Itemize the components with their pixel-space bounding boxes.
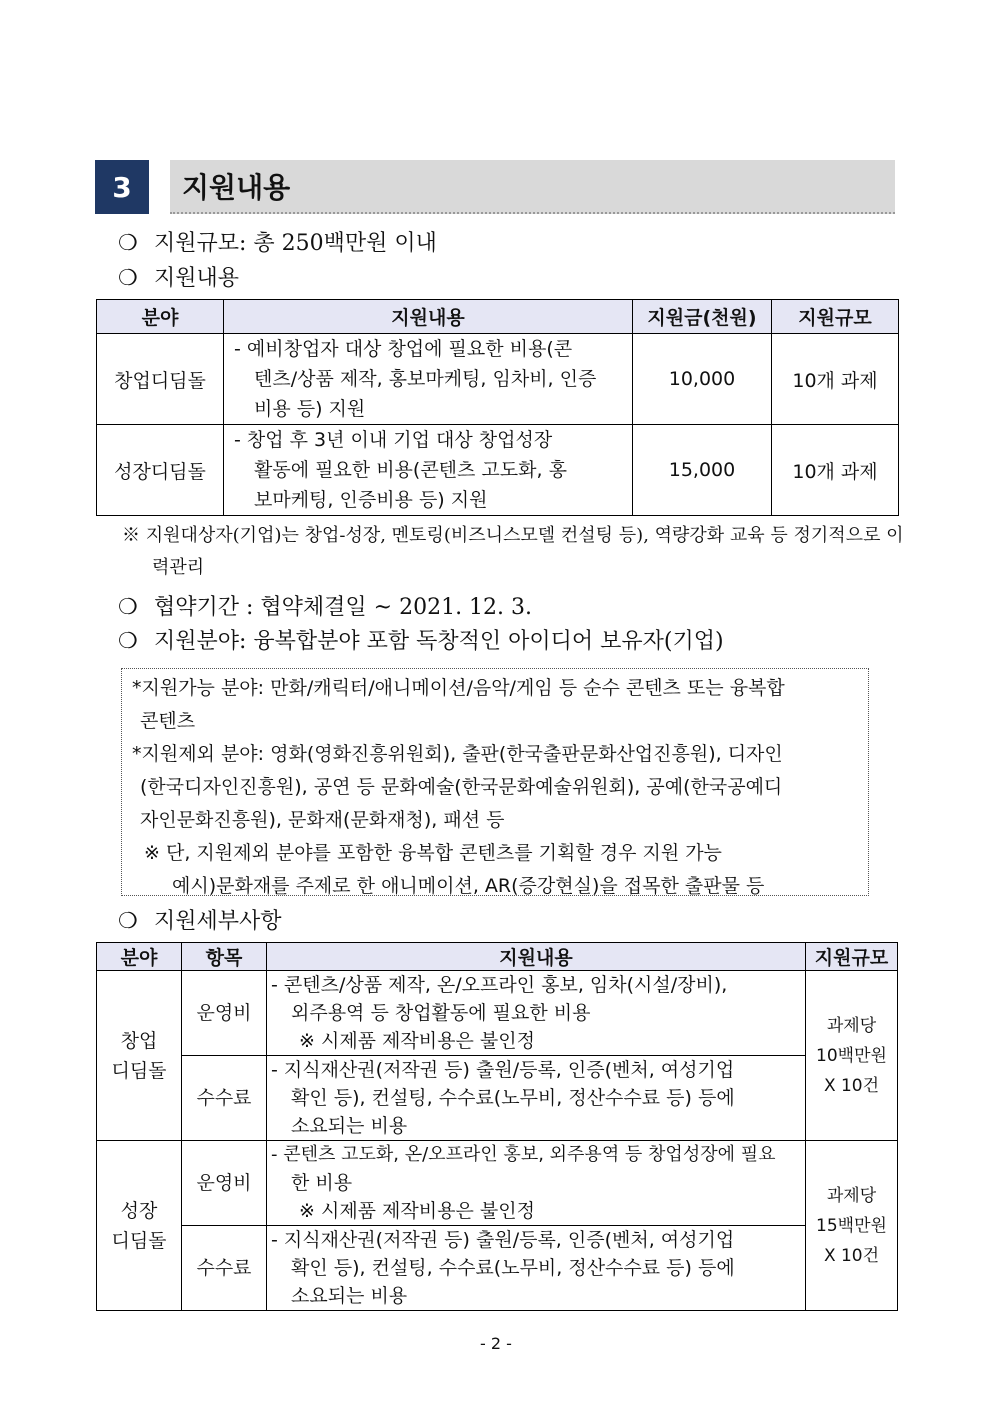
box-line: *지원제외 분야: 영화(영화진흥위원회), 출판(한국출판문화산업진흥원), 디자인 <box>132 743 783 765</box>
table-row <box>97 1141 898 1226</box>
table-row <box>97 1056 898 1141</box>
item-content <box>267 1141 806 1226</box>
item-content <box>267 1056 806 1141</box>
field-line: 창업 <box>120 1029 158 1052</box>
scale-line: 15백만원 <box>816 1215 887 1236</box>
header-content: 지원내용 <box>267 943 806 971</box>
row-amount: 10,000 <box>633 334 772 425</box>
bullet-detail <box>118 904 282 935</box>
content-line: 비용 등) 지원 <box>254 398 366 420</box>
table-row <box>97 971 898 1056</box>
note-line: ※ 지원대상자(기업)는 창업-성장, 멘토링(비즈니스모델 컨설팅 등), 역량강화 교육 등 정기적으로 이 <box>122 525 904 546</box>
note-line: 력관리 <box>152 557 205 578</box>
header-amount: 지원금(천원) <box>633 300 772 334</box>
header-field: 분야 <box>97 943 182 971</box>
section-number: 3 <box>95 160 149 214</box>
bullet-scale-text: 지원규모: 총 250백만원 이내 <box>154 231 437 256</box>
content-line: 소요되는 비용 <box>291 1115 408 1137</box>
content-line: - 예비창업자 대상 창업에 필요한 비용(콘 <box>234 338 573 360</box>
row-content <box>224 425 633 516</box>
field-info-box <box>121 668 869 896</box>
item-content <box>267 971 806 1056</box>
content-line: - 콘텐츠/상품 제작, 온/오프라인 홍보, 임차(시설/장비), <box>271 974 728 996</box>
content-line: 활동에 필요한 비용(콘텐츠 고도화, 홍 <box>254 459 567 481</box>
item-content <box>267 1226 806 1311</box>
table-row <box>97 334 899 425</box>
detail-table <box>96 942 898 1311</box>
row-field: 성장디딤돌 <box>97 425 224 516</box>
bullet-content <box>118 261 239 292</box>
bullet-period <box>118 590 532 621</box>
row-field: 창업디딤돌 <box>97 334 224 425</box>
field-line: 디딤돌 <box>111 1059 167 1082</box>
bullet-detail-text: 지원세부사항 <box>154 909 282 934</box>
bullet-marker: ❍ <box>118 909 138 934</box>
field-line: 디딤돌 <box>111 1229 167 1252</box>
header-item: 항목 <box>182 943 267 971</box>
bullet-marker: ❍ <box>118 231 138 256</box>
group-field <box>97 971 182 1141</box>
content-line: 텐츠/상품 제작, 홍보마케팅, 임차비, 인증 <box>254 368 597 390</box>
content-line: - 지식재산권(저작권 등) 출원/등록, 인증(벤처, 여성기업 <box>271 1059 735 1081</box>
bullet-marker: ❍ <box>118 266 138 291</box>
content-line: - 콘텐츠 고도화, 온/오프라인 홍보, 외주용역 등 창업성장에 필요 <box>271 1144 776 1165</box>
group-field <box>97 1141 182 1311</box>
bullet-marker: ❍ <box>118 629 138 654</box>
scale-line: 과제당 <box>826 1185 877 1206</box>
content-line: ※ 시제품 제작비용은 불인정 <box>299 1030 535 1052</box>
bullet-marker: ❍ <box>118 595 138 620</box>
bullet-content-text: 지원내용 <box>154 266 240 291</box>
scale-line: 과제당 <box>826 1015 877 1036</box>
bullet-period-text: 협약기간 : 협약체결일 ~ 2021. 12. 3. <box>154 595 533 620</box>
scale-line: X 10건 <box>823 1245 880 1266</box>
bullet-field-text: 지원분야: 융복합분야 포함 독창적인 아이디어 보유자(기업) <box>154 629 724 654</box>
row-scale: 10개 과제 <box>772 334 899 425</box>
table-row <box>97 425 899 516</box>
support-table <box>96 299 899 516</box>
box-line: *지원가능 분야: 만화/캐릭터/애니메이션/음악/게임 등 순수 콘텐츠 또는 융복합 <box>132 677 785 699</box>
content-line: ※ 시제품 제작비용은 불인정 <box>299 1200 535 1222</box>
content-line: 소요되는 비용 <box>291 1285 408 1307</box>
content-line: 확인 등), 컨설팅, 수수료(노무비, 정산수수료 등) 등에 <box>291 1087 735 1109</box>
row-amount: 15,000 <box>633 425 772 516</box>
scale-line: X 10건 <box>823 1075 880 1096</box>
content-line: - 창업 후 3년 이내 기업 대상 창업성장 <box>234 429 553 451</box>
item-label: 운영비 <box>182 971 267 1056</box>
header-field: 분야 <box>97 300 224 334</box>
content-line: 한 비용 <box>291 1172 353 1194</box>
section-title: 지원내용 <box>170 160 895 214</box>
group-scale <box>806 1141 898 1311</box>
box-line: 예시)문화재를 주제로 한 애니메이션, AR(증강현실)을 접목한 출판물 등 <box>172 875 765 897</box>
field-line: 성장 <box>120 1199 158 1222</box>
box-line: 콘텐츠 <box>140 710 196 732</box>
content-line: 보마케팅, 인증비용 등) 지원 <box>254 489 488 511</box>
page-number: - 2 - <box>480 1334 512 1353</box>
item-label: 수수료 <box>182 1226 267 1311</box>
header-scale: 지원규모 <box>772 300 899 334</box>
content-line: 확인 등), 컨설팅, 수수료(노무비, 정산수수료 등) 등에 <box>291 1257 735 1279</box>
header-scale: 지원규모 <box>806 943 898 971</box>
box-line: 자인문화진흥원), 문화재(문화재청), 패션 등 <box>140 809 505 831</box>
header-content: 지원내용 <box>224 300 633 334</box>
scale-line: 10백만원 <box>816 1045 887 1066</box>
row-content <box>224 334 633 425</box>
table-row <box>97 1226 898 1311</box>
note <box>122 520 904 584</box>
content-line: - 지식재산권(저작권 등) 출원/등록, 인증(벤처, 여성기업 <box>271 1229 735 1251</box>
bullet-scale <box>118 226 437 257</box>
item-label: 수수료 <box>182 1056 267 1141</box>
item-label: 운영비 <box>182 1141 267 1226</box>
bullet-field <box>118 624 724 655</box>
group-scale <box>806 971 898 1141</box>
content-line: 외주용역 등 창업활동에 필요한 비용 <box>291 1002 591 1024</box>
box-line: ※ 단, 지원제외 분야를 포함한 융복합 콘텐츠를 기획할 경우 지원 가능 <box>144 842 722 864</box>
row-scale: 10개 과제 <box>772 425 899 516</box>
box-line: (한국디자인진흥원), 공연 등 문화예술(한국문화예술위원회), 공예(한국공예디 <box>140 776 783 798</box>
